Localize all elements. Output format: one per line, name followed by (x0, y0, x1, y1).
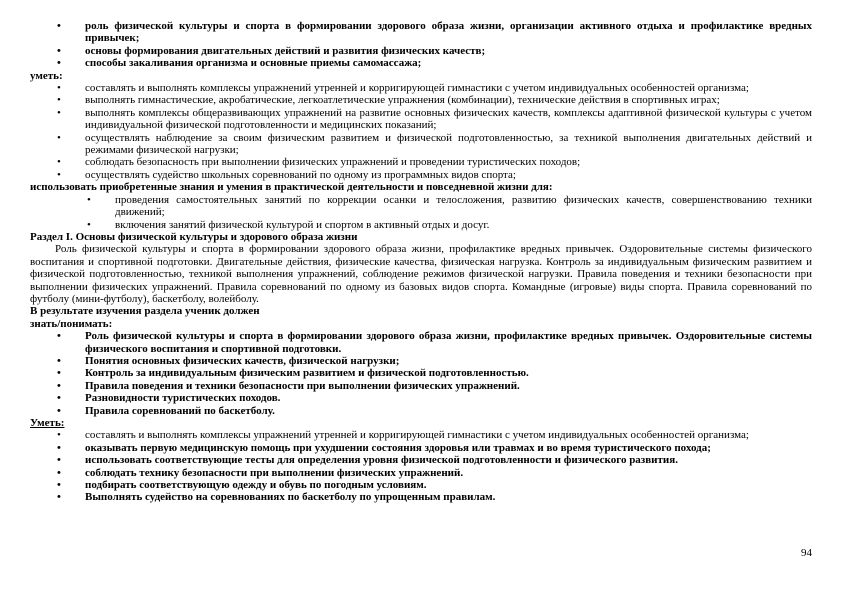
bullet-list (30, 330, 812, 417)
list-item: • способы закаливания организма и основные приемы самомассажа; (30, 57, 812, 69)
bullet-list (30, 429, 812, 503)
list-item: • использовать соответствующие тесты для определения уровня физической подготовленности и физического развития. (30, 454, 812, 466)
section-heading: Раздел I. Основы физической культуры и здорового образа жизни (30, 230, 358, 243)
page-number: 94 (801, 546, 812, 559)
list-item: • выполнять комплексы общеразвивающих упражнений на развитие основных физических качеств, комплексы адаптивной физической культуры с учетом индивидуальной физической подготовленности и медицинских показаний; (30, 107, 812, 132)
document-content (30, 20, 812, 504)
list-item: • роль физической культуры и спорта в формировании здорового образа жизни, организации активного отдыха и профилактике вредных привычек; (30, 20, 812, 45)
label-umet: уметь: (30, 69, 63, 82)
list-item: • осуществлять судейство школьных соревнований по одному из программных видов спорта; (30, 169, 812, 181)
label-ispolzovat: использовать приобретенные знания и умения в практической деятельности и повседневной жизни для: (30, 181, 553, 194)
list-item: • выполнять гимнастические, акробатические, легкоатлетические упражнения (комбинации), технические действия в спортивных играх; (30, 94, 812, 106)
section-paragraph: Роль физической культуры и спорта в формировании здорового образа жизни, профилактике вредных привычек. Оздоровительные системы физического воспитания и спортивной подготовки. Двигательные действия, физические качества, физическая нагрузка. Контроль за индивидуальным физическим развитием и физической подготовленностью, техникой выполнения упражнений, соблюдение режимов физической нагрузки. Правила поведения и техники безопасности при выполнении физических упражнений. Правила соревнований по одному из базовых видов спорта. Командные (игровые) виды спорта. Правила соревнований по футболу (мини-футболу), баскетболу, волейболу. (30, 243, 812, 305)
list-item: • Контроль за индивидуальным физическим развитием и физической подготовленностью. (30, 367, 812, 379)
list-item: • Выполнять судейство на соревнованиях по баскетболу по упрощенным правилам. (30, 491, 812, 503)
bullet-list (30, 194, 812, 231)
list-item: • Роль физической культуры и спорта в формировании здорового образа жизни, профилактике вредных привычек. Оздоровительные системы физического воспитания и спортивной подготовки. (30, 330, 812, 355)
list-item: • Понятия основных физических качеств, физической нагрузки; (30, 355, 812, 367)
list-item: • основы формирования двигательных действий и развития физических качеств; (30, 45, 812, 57)
label-umet-2: Уметь: (30, 417, 65, 429)
list-item: • составлять и выполнять комплексы упражнений утренней и корригирующей гимнастики с учетом индивидуальных особенностей организма; (30, 429, 812, 441)
list-item: • Разновидности туристических походов. (30, 392, 812, 404)
list-item: • оказывать первую медицинскую помощь при ухудшении состояния здоровья или травмах и во время туристического похода; (30, 442, 812, 454)
list-item: • составлять и выполнять комплексы упражнений утренней и корригирующей гимнастики с учетом индивидуальных особенностей организма; (30, 82, 812, 94)
label-znat-ponimat: знать/понимать: (30, 317, 113, 330)
list-item: • включения занятий физической культурой и спортом в активный отдых и досуг. (30, 219, 812, 231)
list-item: • проведения самостоятельных занятий по коррекции осанки и телосложения, развитию физических качеств, совершенствованию техники движений; (30, 194, 812, 219)
list-item: • подбирать соответствующую одежду и обувь по погодным условиям. (30, 479, 812, 491)
bullet-list (30, 82, 812, 181)
list-item: • Правила соревнований по баскетболу. (30, 405, 812, 417)
label-v-rezultate: В результате изучения раздела ученик должен (30, 305, 260, 318)
list-item: • осуществлять наблюдение за своим физическим развитием и физической подготовленностью, за техникой выполнения двигательных действий и режимами физической нагрузки; (30, 132, 812, 157)
bullet-list (30, 20, 812, 70)
list-item: • Правила поведения и техники безопасности при выполнении физических упражнений. (30, 380, 812, 392)
list-item: • соблюдать технику безопасности при выполнении физических упражнений. (30, 467, 812, 479)
list-item: • соблюдать безопасность при выполнении физических упражнений и проведении туристических походов; (30, 156, 812, 168)
